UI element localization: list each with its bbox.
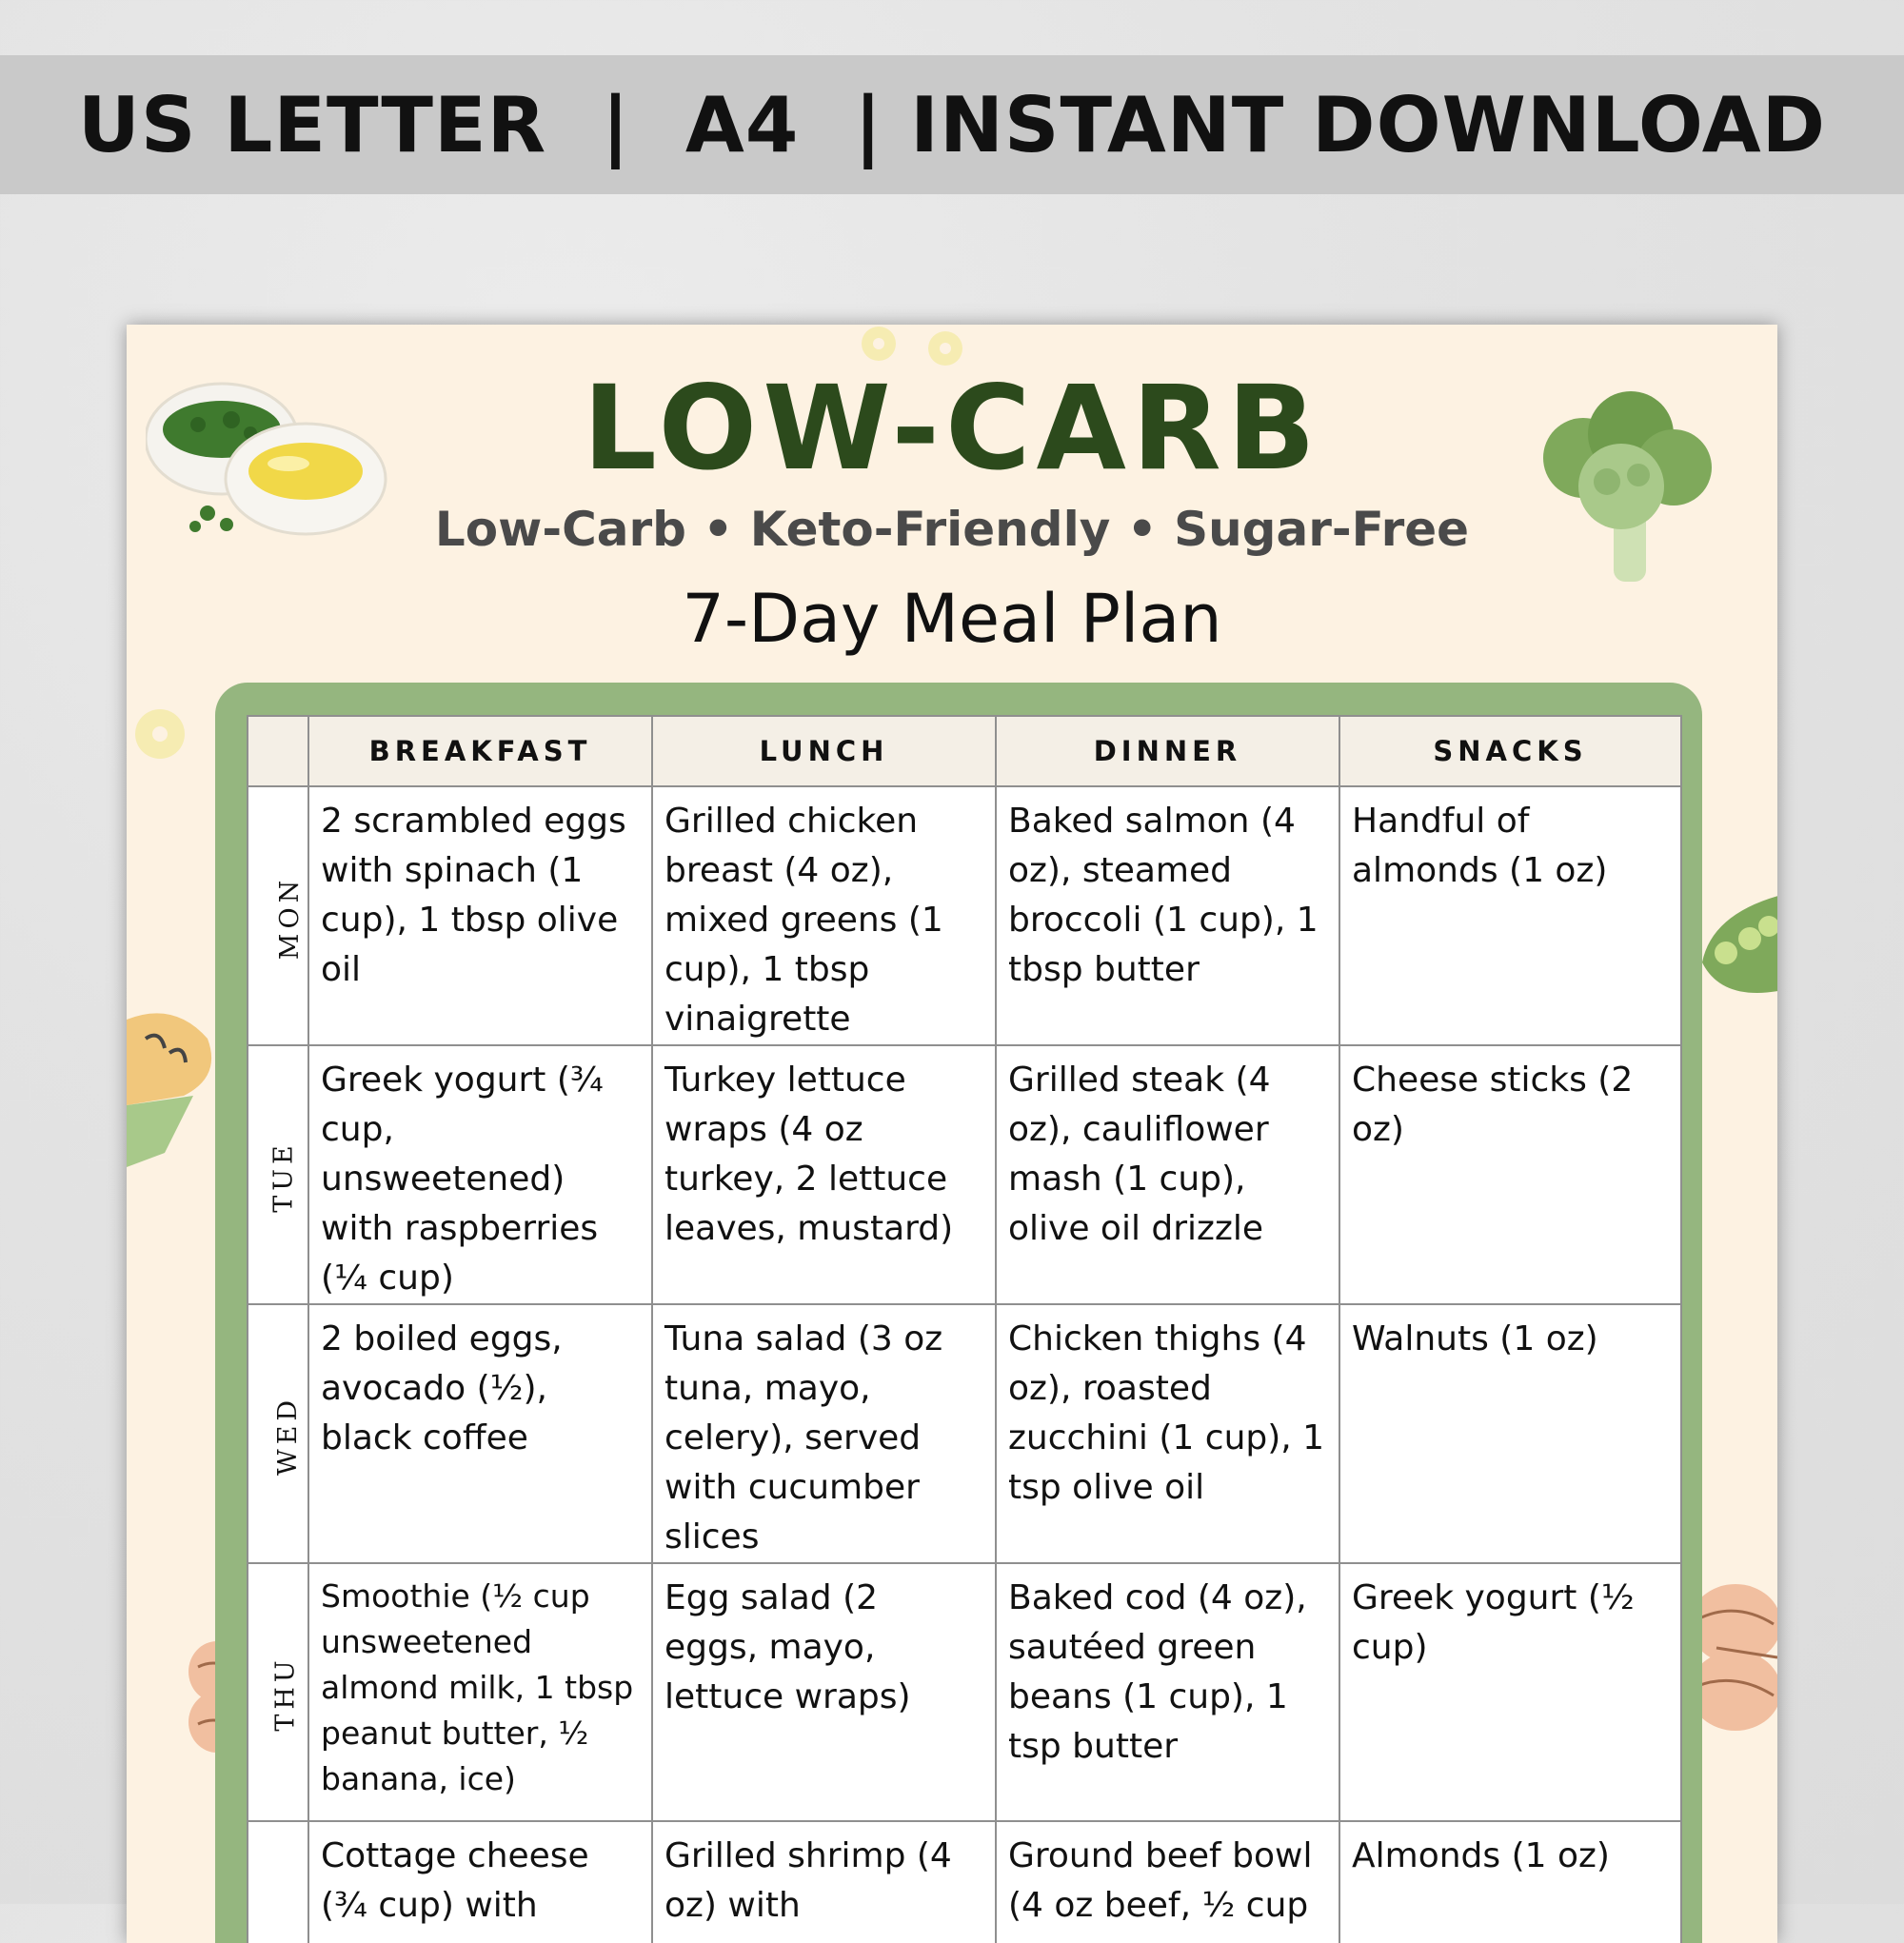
table-row [248, 1821, 1681, 1943]
lunch-cell: Grilled chicken breast (4 oz), mixed greens (1 cup), 1 tbsp vinaigrette [652, 786, 996, 1045]
meal-plan-sheet [127, 325, 1777, 1943]
day-cell [248, 1304, 308, 1563]
plan-title: 7-Day Meal Plan [682, 580, 1222, 658]
snacks-cell: Greek yogurt (½ cup) [1339, 1563, 1681, 1821]
breakfast-cell: 2 boiled eggs, avocado (½), black coffee [308, 1304, 652, 1563]
lunch-cell: Grilled shrimp (4 oz) with [652, 1821, 996, 1943]
table-row [248, 1304, 1681, 1563]
flower-doodle-icon [131, 701, 198, 767]
breakfast-cell: Smoothie (½ cup unsweetened almond milk, 1 tbsp peanut butter, ½ banana, ice) [308, 1563, 652, 1821]
snacks-cell: Cheese sticks (2 oz) [1339, 1045, 1681, 1304]
breakfast-cell: Cottage cheese (¾ cup) with [308, 1821, 652, 1943]
day-label: TUE [268, 1140, 299, 1213]
lunch-cell: Turkey lettuce wraps (4 oz turkey, 2 lettuce leaves, mustard) [652, 1045, 996, 1304]
day-cell [248, 1045, 308, 1304]
dinner-cell: Baked cod (4 oz), sautéed green beans (1 cup), 1 tsp butter [996, 1563, 1339, 1821]
lunch-cell: Tuna salad (3 oz tuna, mayo, celery), served with cucumber slices [652, 1304, 996, 1563]
peas-pod-icon [1702, 896, 1777, 1001]
lunch-cell: Egg salad (2 eggs, mayo, lettuce wraps) [652, 1563, 996, 1821]
table-row [248, 786, 1681, 1045]
day-label: THU [270, 1656, 301, 1732]
dinner-cell: Ground beef bowl (4 oz beef, ½ cup [996, 1821, 1339, 1943]
table-header-row [248, 716, 1681, 786]
table-row [248, 1045, 1681, 1304]
page-title: LOW-CARB [583, 361, 1321, 496]
breakfast-cell: 2 scrambled eggs with spinach (1 cup), 1 tbsp olive oil [308, 786, 652, 1045]
day-cell [248, 1821, 308, 1943]
top-banner [0, 55, 1904, 194]
snacks-cell: Handful of almonds (1 oz) [1339, 786, 1681, 1045]
dinner-cell: Grilled steak (4 oz), cauliflower mash (1 cup), olive oil drizzle [996, 1045, 1339, 1304]
dinner-cell: Chicken thighs (4 oz), roasted zucchini (1 cup), 1 tsp olive oil [996, 1304, 1339, 1563]
page-subtitle: Low-Carb • Keto-Friendly • Sugar-Free [434, 502, 1470, 557]
column-header-snacks: SNACKS [1339, 716, 1681, 786]
day-cell [248, 1563, 308, 1821]
breakfast-cell: Greek yogurt (¾ cup, unsweetened) with raspberries (¼ cup) [308, 1045, 652, 1304]
meal-plan-table [247, 715, 1682, 1943]
snacks-cell: Walnuts (1 oz) [1339, 1304, 1681, 1563]
cauliflower-icon [127, 1001, 222, 1172]
snacks-cell: Almonds (1 oz) [1339, 1821, 1681, 1943]
table-row [248, 1563, 1681, 1821]
banner-text: US LETTER | A4 | INSTANT DOWNLOAD [77, 80, 1827, 169]
corner-cell [248, 716, 308, 786]
day-cell [248, 786, 308, 1045]
day-label: WED [273, 1395, 304, 1476]
day-label: MON [275, 875, 306, 960]
column-header-lunch: LUNCH [652, 716, 996, 786]
column-header-dinner: DINNER [996, 716, 1339, 786]
dinner-cell: Baked salmon (4 oz), steamed broccoli (1 cup), 1 tbsp butter [996, 786, 1339, 1045]
column-header-breakfast: BREAKFAST [308, 716, 652, 786]
